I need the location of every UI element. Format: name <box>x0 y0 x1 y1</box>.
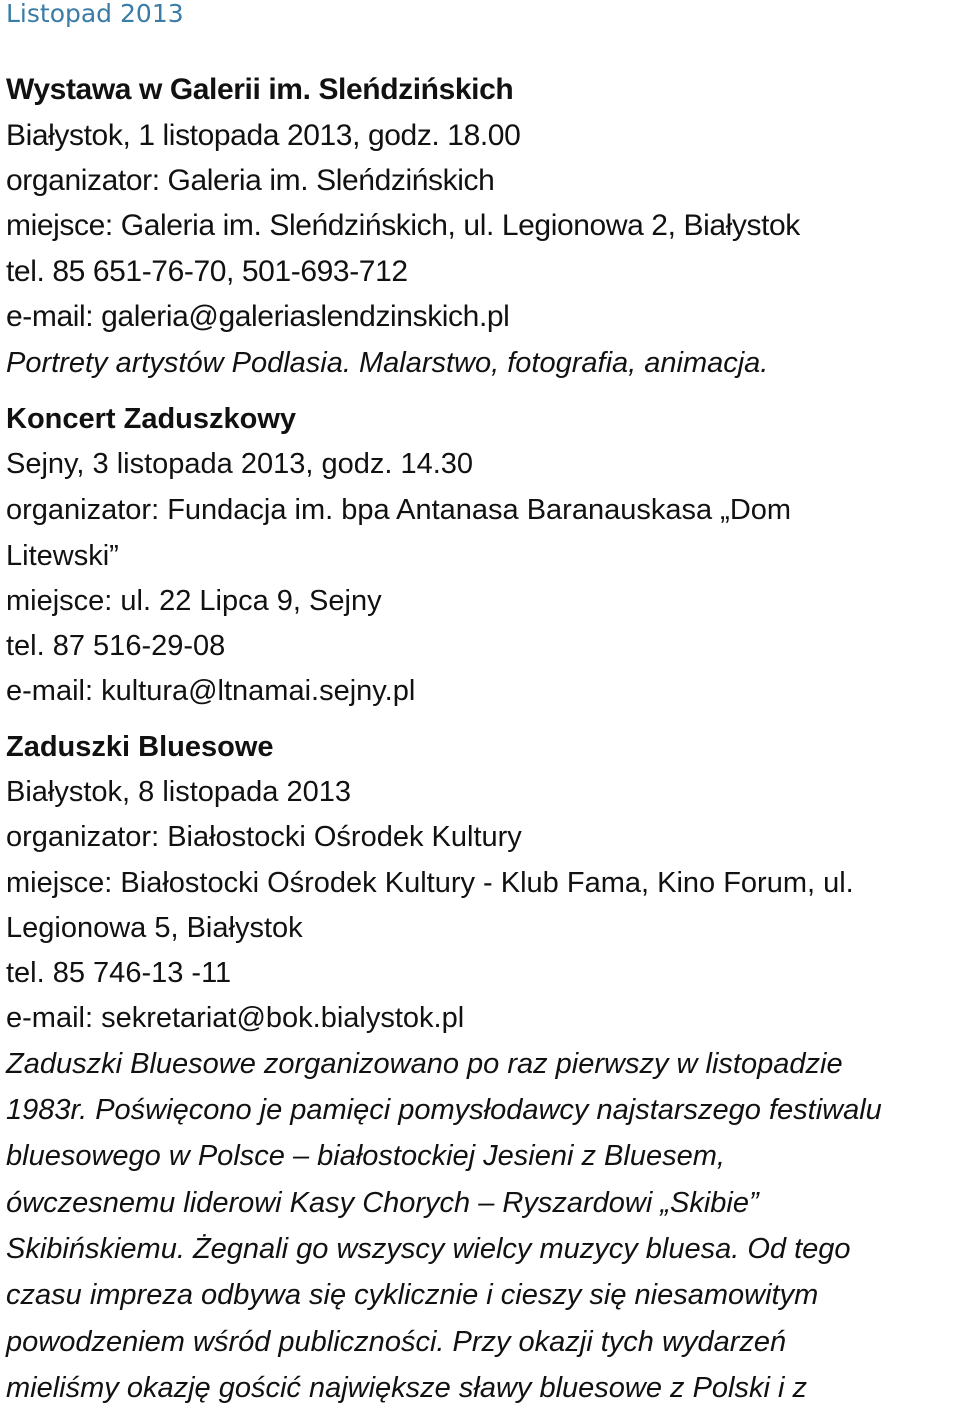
event-3-organizer: organizator: Białostocki Ośrodek Kultury <box>6 821 522 853</box>
event-3-description-line: powodzeniem wśród publiczności. Przy okazji tych wydarzeń <box>6 1326 787 1358</box>
event-2-phone: tel. 87 516-29-08 <box>6 630 226 662</box>
event-3-description-line: ówczesnemu liderowi Kasy Chorych – Ryszardowi „Skibie” <box>6 1187 759 1219</box>
event-1-phone: tel. 85 651-76-70, 501-693-712 <box>6 255 408 288</box>
event-1-date: Białystok, 1 listopada 2013, godz. 18.00 <box>6 119 521 152</box>
event-3-title: Zaduszki Bluesowe <box>6 731 274 763</box>
event-2-organizer-line-1: organizator: Fundacja im. bpa Antanasa Baranauskasa „Dom <box>6 494 792 526</box>
event-3-description-line: Skibińskiemu. Żegnali go wszyscy wielcy muzycy bluesa. Od tego <box>6 1233 851 1265</box>
event-1-description: Portrety artystów Podlasia. Malarstwo, fotografia, animacja. <box>6 347 769 379</box>
event-2-venue: miejsce: ul. 22 Lipca 9, Sejny <box>6 585 382 617</box>
event-3-phone: tel. 85 746-13 -11 <box>6 957 232 989</box>
event-3-description-line: Zaduszki Bluesowe zorganizowano po raz pierwszy w listopadzie <box>6 1048 843 1080</box>
event-3-venue-line-2: Legionowa 5, Białystok <box>6 912 303 944</box>
event-2-organizer-line-2: Litewski” <box>6 540 119 572</box>
event-3-venue-line-1: miejsce: Białostocki Ośrodek Kultury - Klub Fama, Kino Forum, ul. <box>6 867 854 899</box>
event-1-title: Wystawa w Galerii im. Sleńdzińskich <box>6 73 514 106</box>
event-3-email: e-mail: sekretariat@bok.bialystok.pl <box>6 1002 465 1034</box>
page-header: Listopad 2013 <box>6 0 184 28</box>
event-3-description-line: czasu impreza odbywa się cyklicznie i cieszy się niesamowitym <box>6 1279 819 1311</box>
event-3-date: Białystok, 8 listopada 2013 <box>6 776 351 808</box>
event-1-venue: miejsce: Galeria im. Sleńdzińskich, ul. Legionowa 2, Białystok <box>6 209 800 242</box>
event-2-date: Sejny, 3 listopada 2013, godz. 14.30 <box>6 448 474 480</box>
event-2-email: e-mail: kultura@ltnamai.sejny.pl <box>6 675 416 707</box>
event-1-email: e-mail: galeria@galeriaslendzinskich.pl <box>6 300 510 333</box>
event-2-title: Koncert Zaduszkowy <box>6 403 297 435</box>
event-3-description-line: bluesowego w Polsce – białostockiej Jesieni z Bluesem, <box>6 1140 725 1172</box>
event-1-organizer: organizator: Galeria im. Sleńdzińskich <box>6 164 495 197</box>
event-3-description-line: 1983r. Poświęcono je pamięci pomysłodawcy najstarszego festiwalu <box>6 1094 882 1126</box>
event-3-description-line: mieliśmy okazję gościć największe sławy bluesowe z Polski i z <box>6 1372 807 1404</box>
